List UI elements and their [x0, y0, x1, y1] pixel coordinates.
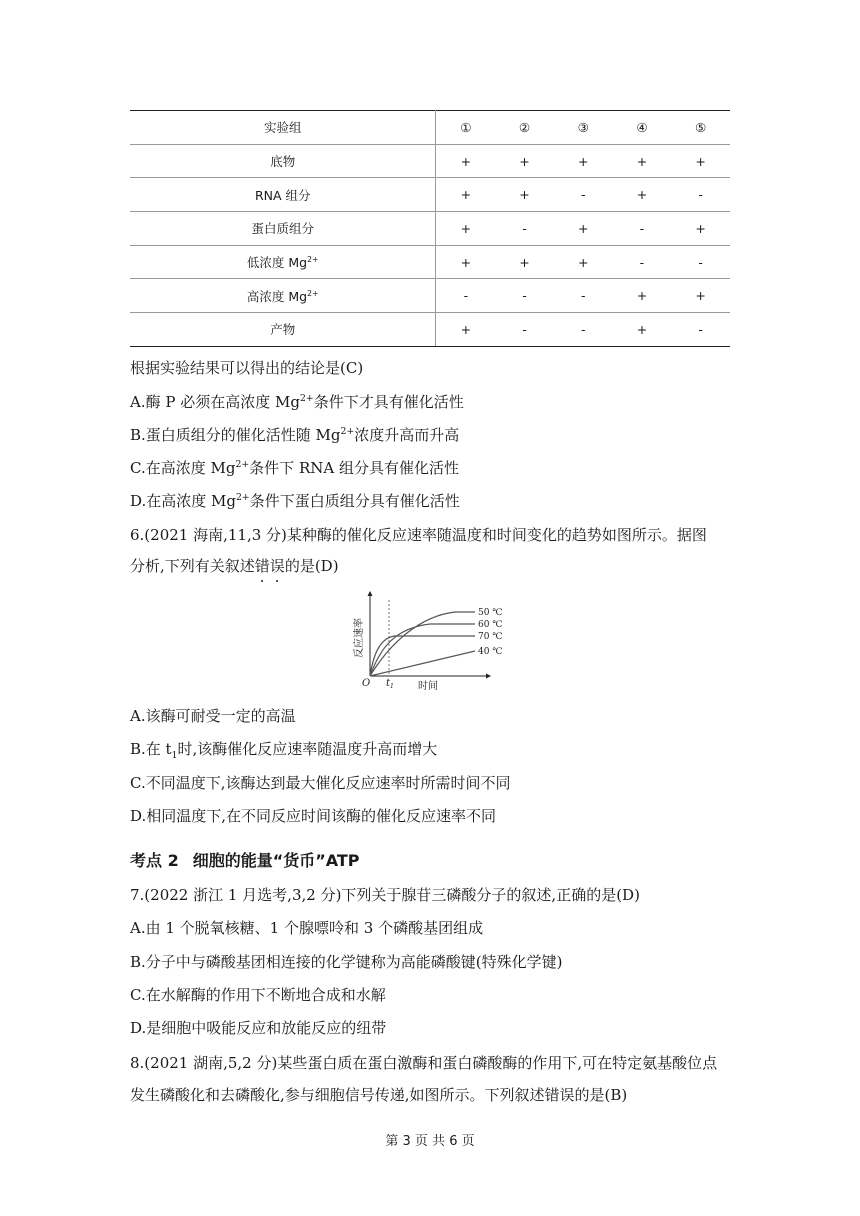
q6-option-c: C.不同温度下,该酶达到最大催化反应速率时所需时间不同	[130, 774, 511, 792]
q7-option-d: D.是细胞中吸能反应和放能反应的纽带	[130, 1019, 387, 1037]
table-row	[130, 212, 730, 246]
row-label-text: 低浓度 Mg	[246, 255, 308, 271]
table-cell: -	[671, 178, 730, 212]
option-text: B.在 t	[130, 740, 172, 758]
option-text: D.在高浓度 Mg	[130, 492, 236, 510]
page-footer: 第 3 页 共 6 页	[385, 1134, 475, 1149]
superscript: 2+	[299, 393, 314, 404]
table-row	[130, 313, 730, 347]
series-label: 60 ℃	[478, 620, 503, 630]
q6-option-d: D.相同温度下,在不同反应时间该酶的催化反应速率不同	[130, 807, 497, 825]
q5-stem: 根据实验结果可以得出的结论是(C)	[130, 359, 364, 377]
option-text: 浓度升高而升高	[354, 426, 460, 444]
x-axis-label: 时间	[418, 681, 438, 692]
option-text: C.在高浓度 Mg	[130, 459, 236, 477]
superscript: 2+	[236, 492, 250, 503]
q5-option-c	[130, 461, 459, 476]
table-cell: -	[436, 279, 495, 313]
table-header-cell: ①	[436, 111, 495, 145]
q6-stem-line2	[130, 559, 339, 574]
table-cell: +	[613, 144, 672, 178]
section-title: 细胞的能量“货币”ATP	[192, 851, 360, 870]
table-row-label: RNA 组分	[130, 178, 436, 212]
q8-stem-line1: 8.(2021 湖南,5,2 分)某些蛋白质在蛋白激酶和蛋白磷酸酶的作用下,可在特定氨基酸位点	[130, 1054, 718, 1072]
reaction-rate-chart	[350, 588, 510, 692]
option-text: 条件下蛋白质组分具有催化活性	[249, 492, 460, 510]
option-text: B.蛋白质组分的催化活性随 Mg	[130, 426, 341, 444]
table-cell: +	[554, 245, 613, 279]
table-row	[130, 245, 730, 279]
table-cell: +	[613, 178, 672, 212]
table-header-cell: ②	[495, 111, 554, 145]
table-cell: +	[436, 245, 495, 279]
table-row-label: 产物	[130, 313, 436, 347]
q5-option-d	[130, 494, 460, 509]
table-cell: +	[554, 212, 613, 246]
table-cell: +	[436, 178, 495, 212]
section-number: 考点 2	[130, 851, 179, 870]
superscript: 2+	[307, 288, 319, 298]
t1-text: t	[386, 678, 391, 689]
table-cell: +	[436, 144, 495, 178]
section-heading	[130, 848, 360, 871]
table-row-label	[130, 245, 436, 279]
row-label-text: 高浓度 Mg	[246, 288, 308, 304]
curve-50c	[370, 612, 475, 676]
table-header-cell: 实验组	[130, 111, 436, 145]
y-axis	[368, 591, 373, 676]
table-header-row	[130, 111, 730, 145]
table-cell: -	[554, 178, 613, 212]
table-cell: +	[436, 212, 495, 246]
table-row	[130, 178, 730, 212]
experiment-table	[130, 110, 730, 347]
superscript: 2+	[307, 254, 319, 264]
series-label: 40 ℃	[478, 647, 503, 657]
q7-option-a: A.由 1 个脱氧核糖、1 个腺嘌呤和 3 个磷酸基团组成	[130, 919, 484, 937]
curve-70c	[370, 636, 475, 676]
table-cell: -	[554, 279, 613, 313]
table-cell: -	[495, 279, 554, 313]
option-text: 条件下 RNA 组分具有催化活性	[249, 459, 459, 477]
superscript: 2+	[340, 426, 355, 437]
emphasis-char: 误	[269, 557, 285, 575]
stem-text: 分析,下列有关叙述	[130, 557, 255, 575]
option-text: 条件下才具有催化活性	[313, 393, 464, 411]
stem-text: 的是(D)	[284, 557, 339, 575]
table-header-cell: ③	[554, 111, 613, 145]
t1-label	[386, 678, 394, 690]
q7-option-c: C.在水解酶的作用下不断地合成和水解	[130, 986, 386, 1004]
t1-subscript: 1	[390, 683, 394, 690]
table-cell: +	[671, 279, 730, 313]
q5-option-a	[130, 395, 464, 410]
q6-option-b	[130, 742, 437, 760]
table-cell: +	[671, 144, 730, 178]
q6-option-a: A.该酶可耐受一定的高温	[130, 707, 296, 725]
table-row-label: 蛋白质组分	[130, 212, 436, 246]
superscript: 2+	[235, 459, 250, 470]
series-label: 70 ℃	[478, 632, 503, 642]
series-label: 50 ℃	[478, 608, 503, 618]
table-cell: +	[495, 144, 554, 178]
y-axis-label: 反应速率	[354, 618, 365, 658]
table-cell: -	[554, 313, 613, 347]
q8-stem-line2: 发生磷酸化和去磷酸化,参与细胞信号传递,如图所示。下列叙述错误的是(B)	[130, 1086, 628, 1104]
origin-label: O	[362, 678, 371, 689]
table-row-label	[130, 279, 436, 313]
table-cell: +	[671, 212, 730, 246]
table-cell: -	[613, 245, 672, 279]
q5-option-b	[130, 428, 459, 443]
option-text: 时,该酶催化反应速率随温度升高而增大	[177, 740, 438, 758]
table-row	[130, 144, 730, 178]
emphasis-char: 错	[254, 557, 270, 575]
table-row	[130, 279, 730, 313]
table-header-cell: ⑤	[671, 111, 730, 145]
table-cell: -	[613, 212, 672, 246]
curve-60c	[370, 624, 475, 676]
subscript: 1	[171, 750, 178, 761]
table-cell: -	[495, 313, 554, 347]
table-cell: +	[495, 178, 554, 212]
table-cell: +	[495, 245, 554, 279]
table-cell: -	[671, 245, 730, 279]
table-cell: -	[671, 313, 730, 347]
table-cell: -	[495, 212, 554, 246]
table-cell: +	[613, 279, 672, 313]
table-row-label: 底物	[130, 144, 436, 178]
option-text: A.酶 P 必须在高浓度 Mg	[130, 393, 300, 411]
table-cell: +	[436, 313, 495, 347]
q7-stem: 7.(2022 浙江 1 月选考,3,2 分)下列关于腺苷三磷酸分子的叙述,正确的是(D)	[130, 886, 640, 904]
q7-option-b: B.分子中与磷酸基团相连接的化学键称为高能磷酸键(特殊化学键)	[130, 953, 563, 971]
table-cell: +	[554, 144, 613, 178]
table-cell: +	[613, 313, 672, 347]
q6-stem-line1: 6.(2021 海南,11,3 分)某种酶的催化反应速率随温度和时间变化的趋势如图所示。据图	[130, 526, 707, 544]
table-header-cell: ④	[613, 111, 672, 145]
